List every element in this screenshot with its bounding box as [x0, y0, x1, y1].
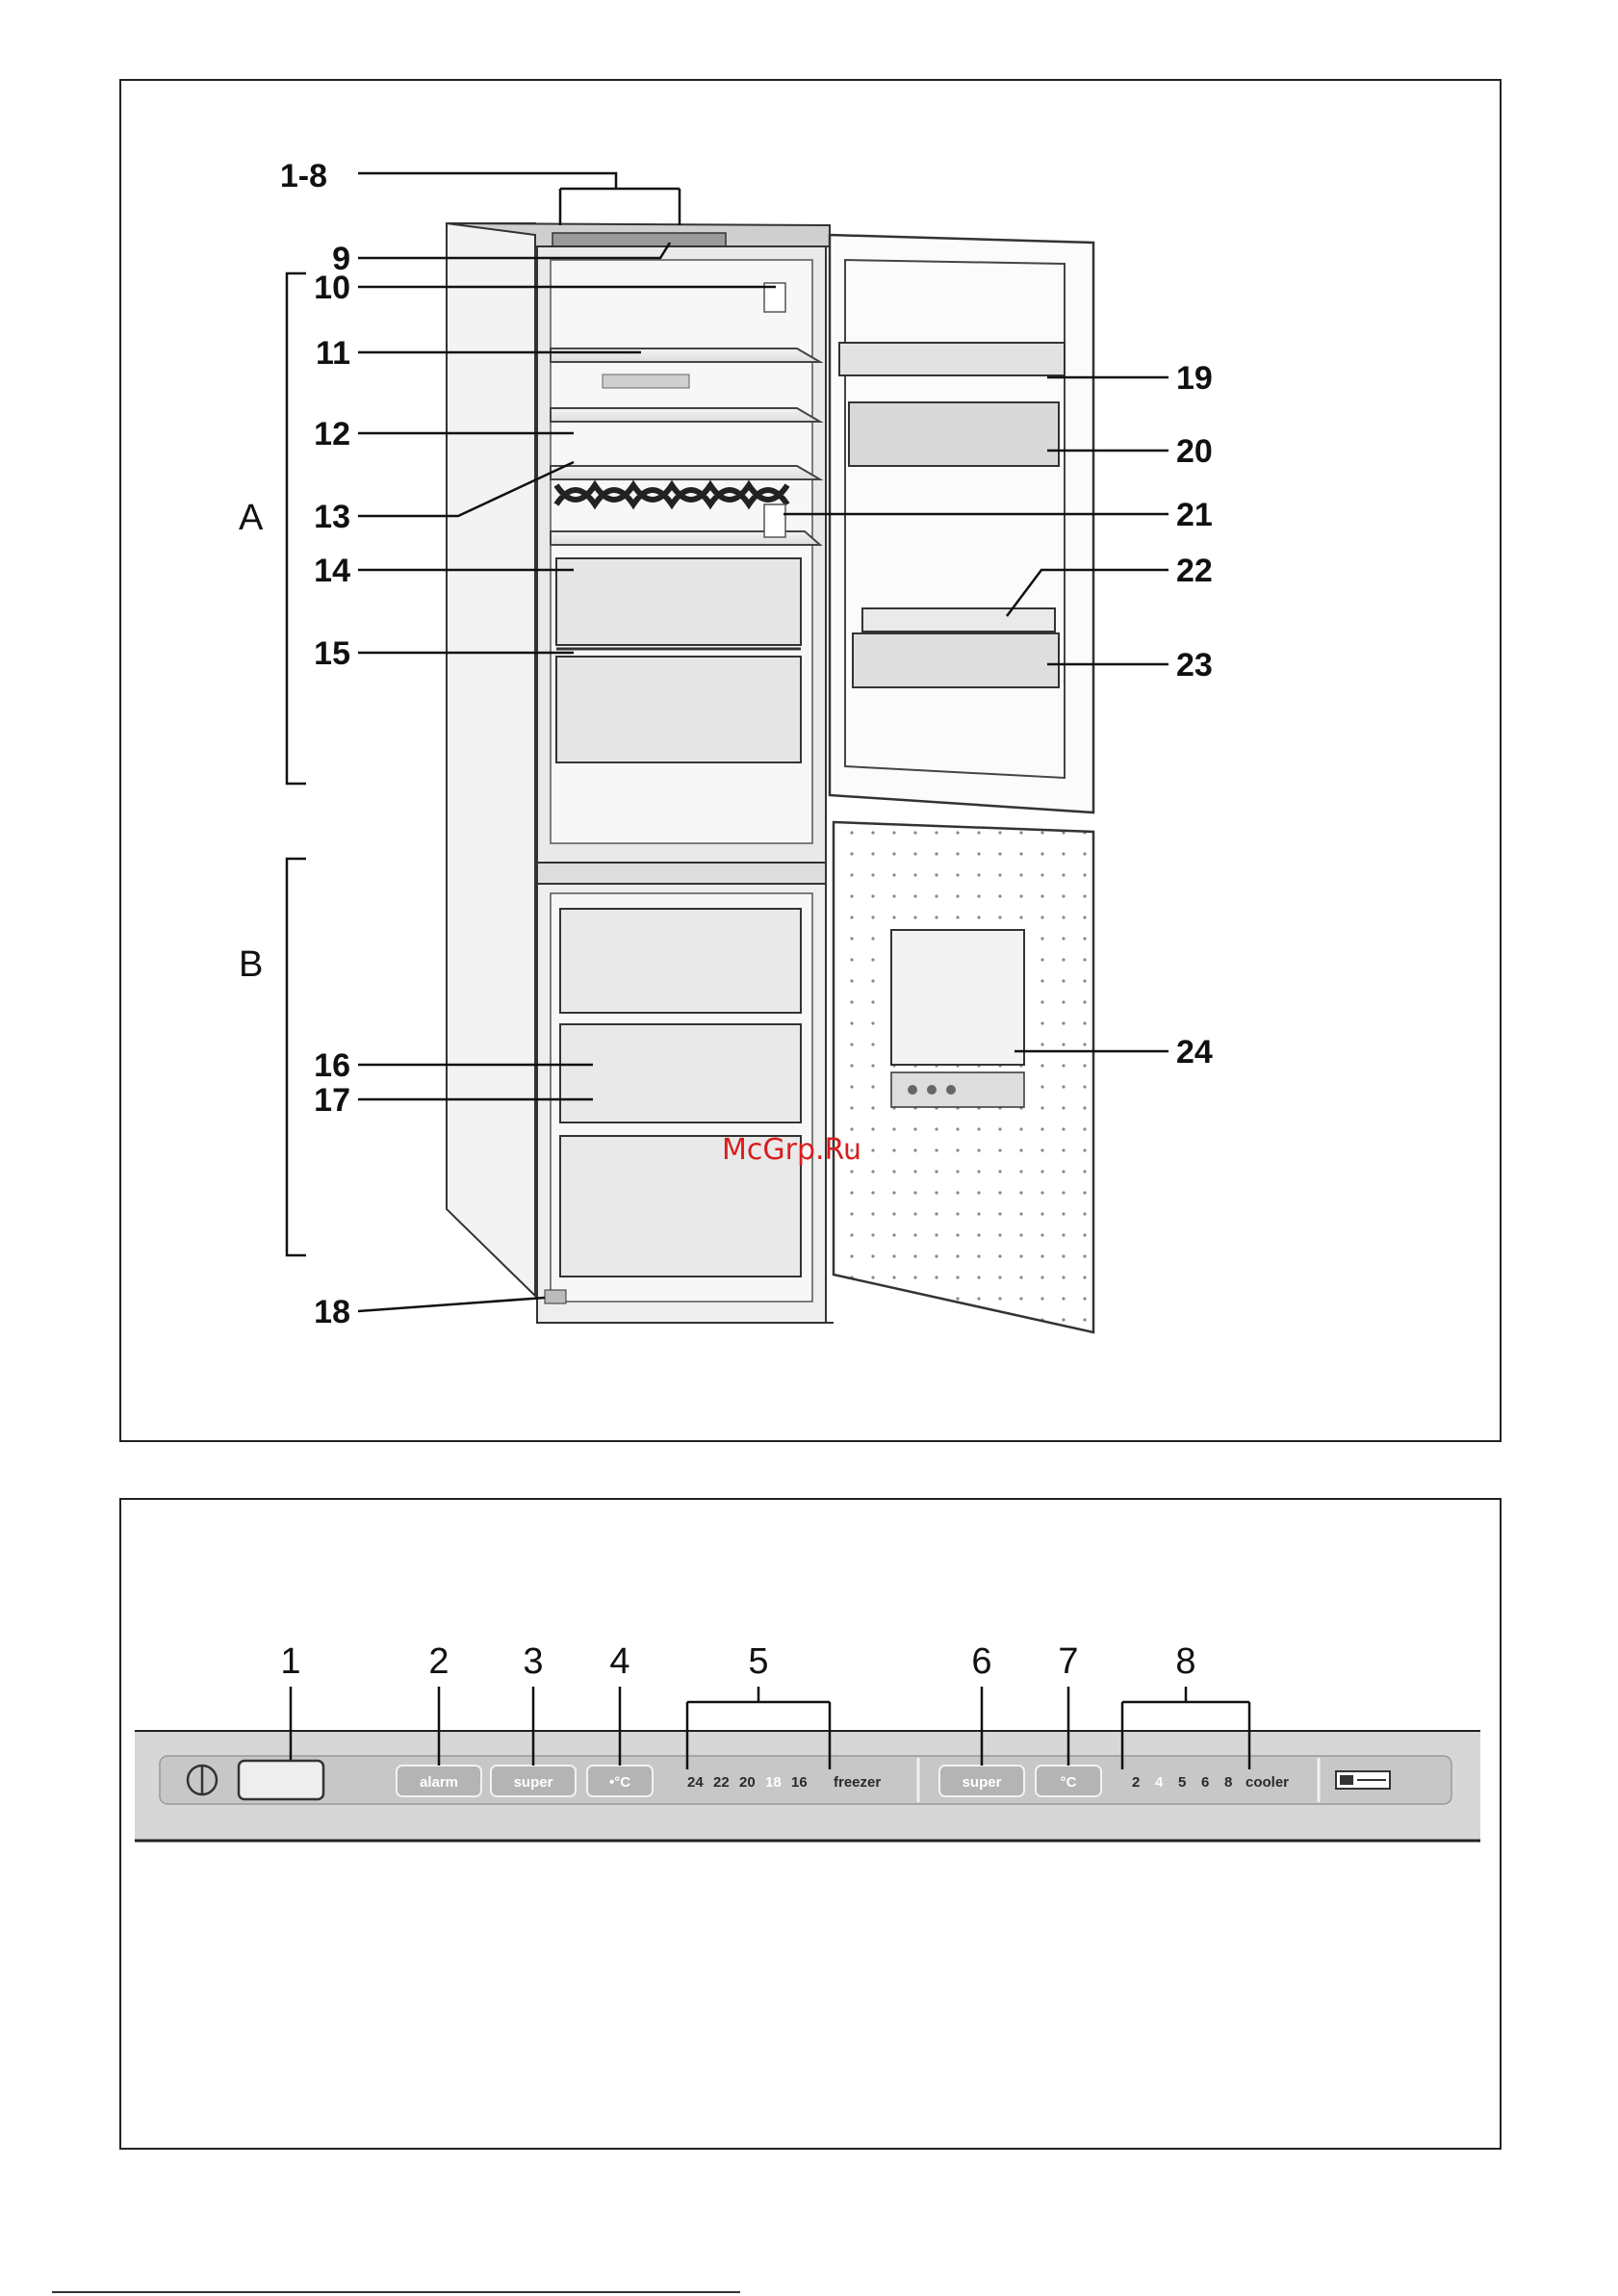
cooler-label: cooler: [1246, 1774, 1290, 1791]
freezer-temp-18-active: 18: [765, 1774, 782, 1791]
foot-18: [545, 1290, 566, 1303]
door-bin-23: [853, 633, 1059, 687]
freezer-temp-20: 20: [739, 1774, 756, 1791]
callout-8: 8: [1175, 1641, 1196, 1682]
callout-1-8: 1-8: [279, 158, 327, 194]
callout-23: 23: [1176, 647, 1213, 684]
energy-label-icon: [1336, 1771, 1390, 1789]
callout-20: 20: [1176, 433, 1213, 470]
callout-9: 9: [332, 241, 350, 277]
section-b-label: B: [239, 944, 264, 985]
cooler-temp-button-label: °C: [1060, 1774, 1077, 1791]
control-panel-illustration: [121, 1500, 1503, 2152]
callout-24: 24: [1176, 1034, 1213, 1071]
callout-19: 19: [1176, 360, 1213, 397]
page-footer-rule: [52, 2291, 740, 2293]
callout-22: 22: [1176, 553, 1213, 589]
watermark: McGrp.Ru: [722, 1133, 862, 1167]
power-button[interactable]: [239, 1761, 323, 1799]
door-rack-22: [862, 608, 1055, 632]
control-strip: [552, 233, 726, 246]
freezer-drawer-1: [560, 909, 801, 1013]
cooler-temp-2: 2: [1132, 1774, 1141, 1791]
cooler-temp-8: 8: [1224, 1774, 1233, 1791]
freezer-temp-16: 16: [791, 1774, 808, 1791]
cabinet-side: [447, 223, 535, 1296]
callout-16: 16: [314, 1047, 350, 1084]
cooler-temp-6: 6: [1201, 1774, 1210, 1791]
door-bin-20: [849, 402, 1059, 466]
leader-18: [358, 1298, 545, 1311]
leader-1-8: [358, 173, 680, 225]
display-panel-24: [891, 930, 1024, 1065]
shelf-11-item: [603, 374, 689, 388]
callout-17: 17: [314, 1082, 350, 1119]
bracket-a: [287, 273, 306, 784]
freezer-temp-22: 22: [713, 1774, 730, 1791]
callout-10: 10: [314, 270, 350, 306]
super-cooler-button-label: super: [962, 1774, 1002, 1791]
alarm-button-label: alarm: [419, 1774, 459, 1791]
appliance-diagram-frame: [119, 79, 1502, 1442]
section-a-label: A: [239, 498, 264, 538]
fridge-illustration: [121, 81, 1503, 1444]
callout-5: 5: [748, 1641, 769, 1682]
freezer-temp-24: 24: [687, 1774, 704, 1791]
callout-14: 14: [314, 553, 350, 589]
callout-12: 12: [314, 416, 350, 452]
fridge-door: [830, 235, 1093, 813]
callout-1: 1: [280, 1641, 301, 1682]
freezer-drawer-16: [560, 1024, 801, 1122]
callout-11: 11: [316, 335, 350, 372]
callout-15: 15: [314, 635, 350, 672]
callout-2: 2: [428, 1641, 449, 1682]
cooler-temp-4-active: 4: [1155, 1774, 1164, 1791]
callout-6: 6: [971, 1641, 992, 1682]
crisper-drawer-15: [556, 657, 801, 762]
callout-3: 3: [523, 1641, 544, 1682]
cooler-temp-5: 5: [1178, 1774, 1187, 1791]
bracket-b: [287, 859, 306, 1255]
callout-18: 18: [314, 1294, 350, 1330]
control-panel-diagram-frame: [119, 1498, 1502, 2150]
callout-7: 7: [1058, 1641, 1079, 1682]
door-shelf-19: [839, 343, 1065, 375]
crisper-drawer-14: [556, 558, 801, 645]
super-freezer-button-label: super: [513, 1774, 553, 1791]
callout-21: 21: [1176, 497, 1213, 533]
freezer-label: freezer: [834, 1774, 882, 1791]
callout-13: 13: [314, 499, 350, 535]
freezer-temp-button-label: •°C: [608, 1774, 631, 1791]
callout-4: 4: [609, 1641, 630, 1682]
